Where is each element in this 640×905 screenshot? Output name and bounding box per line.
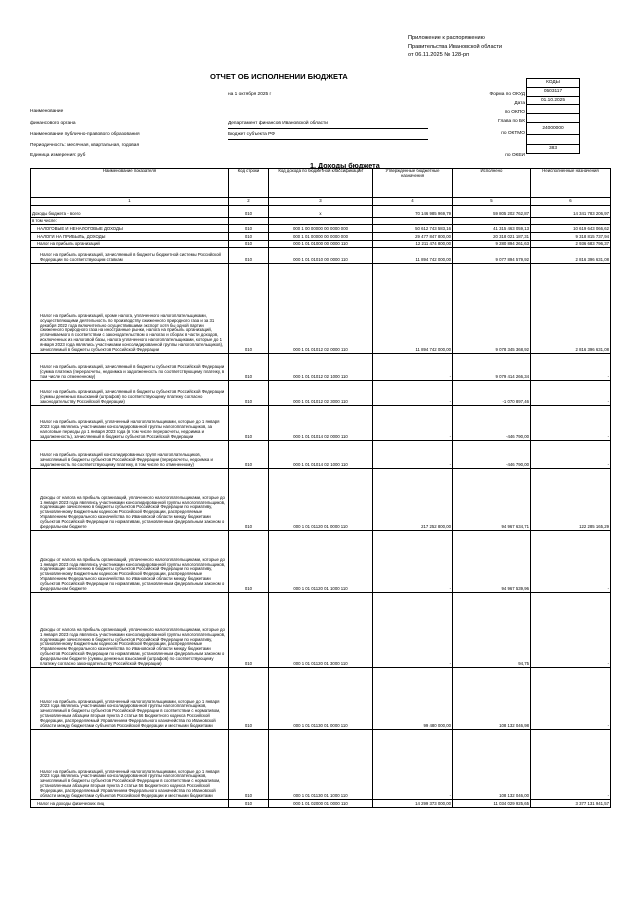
label-glava: Глава по БК	[498, 119, 525, 124]
table-row	[31, 441, 611, 469]
cell-approved: 50 612 743 583,16	[373, 225, 453, 233]
cell-code: 000 1 01 01120 01 0000 110	[269, 469, 373, 531]
cell-unexecuted: -	[531, 381, 611, 406]
cell-unexecuted: -	[531, 441, 611, 469]
cell-executed: 94,75	[453, 593, 531, 668]
cell-approved: -	[373, 406, 453, 441]
col-header-code: Код дохода по бюджетной классификации	[269, 169, 373, 198]
label-unit: Единица измерения: руб	[30, 153, 86, 158]
cell-approved: -	[373, 441, 453, 469]
label-okei: по ОКЕИ	[505, 153, 525, 158]
cell-code: 000 1 00 00000 00 0000 000	[269, 225, 373, 233]
cell-unexecuted: -	[531, 668, 611, 730]
table-row	[31, 233, 611, 241]
cell-approved: 29 477 847 800,00	[373, 233, 453, 241]
cell-name: Доходы от налога на прибыль организаций, уплаченного налогоплательщиками, которые до 1 января 2023 года являлись участниками консолидированной группы налогоплательщиков, подлежащие зачислению в бюджеты субъектов Российской Федерации по нормативу, установленному Бюджетным кодексом Российской Федерации, распределяемые Управлением Федерального казначейства по Ивановской области между бюджетами субъектов Российской Федерации по нормативам, установленным федеральным законом о федеральном бюджете (суммы денежных взысканий (штрафов) по соответствующему платежу согласно законодательству Российской Федерации)	[31, 593, 229, 668]
label-periodicity: Периодичность: месячная, квартальная, годовая	[30, 143, 140, 148]
code-blank	[527, 134, 580, 144]
cell-code: 000 1 01 01010 00 0000 110	[269, 248, 373, 264]
table-row	[31, 381, 611, 406]
income-table	[30, 168, 611, 808]
label-fin-organ: финансового органа	[30, 121, 76, 126]
cell-unexecuted: 9 318 815 737,94	[531, 233, 611, 241]
value-fin-organ: Департамент финансов Ивановской области	[228, 121, 328, 126]
cell-line: 010	[229, 406, 269, 441]
cell-unexecuted: 14 341 783 206,97	[531, 206, 611, 218]
cell-code	[269, 218, 373, 225]
label-date: Дата	[514, 101, 525, 106]
cell-code: 000 1 01 01014 02 0000 110	[269, 406, 373, 441]
cell-executed	[453, 218, 531, 225]
table-row	[31, 225, 611, 233]
cell-line: 010	[229, 531, 269, 593]
cell-approved: 99 480 000,00	[373, 668, 453, 730]
cell-executed: -1 070 897,46	[453, 381, 531, 406]
table-row	[31, 218, 611, 225]
code-glava	[527, 114, 580, 123]
table-row	[31, 593, 611, 668]
cell-unexecuted	[531, 218, 611, 225]
cell-executed: 94 967 539,96	[453, 531, 531, 593]
cell-code: 000 1 01 01000 00 0000 110	[269, 241, 373, 248]
cell-approved: -	[373, 730, 453, 800]
cell-name: Налог на прибыль организаций, зачисляемый в бюджеты субъектов Российской Федерации (суммы денежных взысканий (штрафов) по соответствующему платежу согласно законодательству Российской Федерации)	[31, 381, 229, 406]
cell-code: 000 1 01 01014 02 1000 110	[269, 441, 373, 469]
label-naim: Наименование	[30, 109, 64, 114]
col-header-executed: Исполнено	[453, 169, 531, 198]
label-okpo: по ОКПО	[504, 110, 525, 115]
label-okud: Форма по ОКУД	[489, 92, 525, 97]
table-row	[31, 668, 611, 730]
cell-unexecuted: 2 816 396 631,08	[531, 264, 611, 354]
cell-code: 000 1 01 01120 01 1000 110	[269, 531, 373, 593]
col-number: 2	[229, 198, 269, 206]
cell-code: 000 1 01 01012 02 1000 110	[269, 354, 373, 381]
cell-executed: 9 079 414 266,34	[453, 354, 531, 381]
section-title: 1. Доходы бюджета	[310, 161, 380, 170]
cell-line: 010	[229, 381, 269, 406]
report-date: на 1 октября 2025 г	[228, 92, 272, 97]
value-ppo: Бюджет субъекта РФ	[228, 132, 275, 137]
cell-executed: -446 790,00	[453, 406, 531, 441]
cell-executed: 108 132 046,00	[453, 730, 531, 800]
col-header-unexecuted: Неисполненные назначения	[531, 169, 611, 198]
cell-name: в том числе:	[31, 218, 229, 225]
cell-approved: -	[373, 354, 453, 381]
cell-line: 010	[229, 730, 269, 800]
cell-code: 000 1 01 01130 01 0000 110	[269, 668, 373, 730]
col-number: 6	[531, 198, 611, 206]
cell-unexecuted: -	[531, 406, 611, 441]
cell-line: 010	[229, 233, 269, 241]
cell-approved: 12 211 474 800,00	[373, 241, 453, 248]
cell-code: 000 1 01 01130 01 1000 110	[269, 730, 373, 800]
cell-executed: 9 280 894 261,63	[453, 241, 531, 248]
table-row	[31, 531, 611, 593]
table-row	[31, 206, 611, 218]
table-row	[31, 241, 611, 248]
cell-name: Налог на прибыль организаций	[31, 241, 229, 248]
appendix-line-1: Приложение к распоряжению	[408, 35, 485, 41]
cell-line: 010	[229, 800, 269, 808]
cell-approved: 11 894 742 000,00	[373, 248, 453, 264]
cell-name: Налог на прибыль организаций, зачисляемый в бюджеты субъектов Российской Федерации (сумма платежа (перерасчеты, недоимка и задолженность по соответствующему платежу, в том числе по отмененному)	[31, 354, 229, 381]
label-oktmo: по ОКТМО	[501, 131, 525, 136]
cell-approved: -	[373, 593, 453, 668]
cell-name: Налог на прибыль организаций, зачисляемый в бюджеты бюджетной системы Российской Федерации по соответствующим ставкам	[31, 248, 229, 264]
cell-unexecuted: -	[531, 354, 611, 381]
cell-unexecuted: -	[531, 531, 611, 593]
cell-line: 010	[229, 248, 269, 264]
table-row	[31, 730, 611, 800]
cell-line: 010	[229, 225, 269, 233]
cell-line: 010	[229, 593, 269, 668]
table-row	[31, 406, 611, 441]
cell-code: 000 1 01 01120 01 3000 110	[269, 593, 373, 668]
label-ppo: Наименование публично-правового образования	[30, 132, 140, 137]
cell-approved	[373, 218, 453, 225]
cell-line	[229, 218, 269, 225]
col-header-line: Код строки	[229, 169, 269, 198]
cell-unexecuted: 10 619 643 066,62	[531, 225, 611, 233]
cell-code: 000 1 01 01012 02 0000 110	[269, 264, 373, 354]
cell-executed: 59 805 202 762,87	[453, 206, 531, 218]
table-row	[31, 248, 611, 264]
cell-code: x	[269, 206, 373, 218]
codes-table	[526, 78, 580, 154]
appendix-block	[408, 34, 502, 60]
table-row	[31, 264, 611, 354]
cell-executed: 108 132 046,98	[453, 668, 531, 730]
code-okpo	[527, 105, 580, 114]
cell-unexecuted: -	[531, 593, 611, 668]
cell-name: Доходы от налога на прибыль организаций, уплаченного налогоплательщиками, которые до 1 января 2023 года являлись участниками консолидированной группы налогоплательщиков, подлежащие зачислению в бюджеты субъектов Российской Федерации по нормативу, установленному Бюджетным кодексом Российской Федерации, распределяемые Управлением Федерального казначейства по Ивановской области между бюджетами субъектов Российской Федерации по нормативам, установленным федеральным законом о федеральном бюджете	[31, 531, 229, 593]
cell-executed: 11 034 029 925,65	[453, 800, 531, 808]
appendix-line-2: Правительства Ивановской области	[408, 43, 503, 50]
cell-line: 010	[229, 469, 269, 531]
code-date: 01.10.2025	[527, 96, 580, 105]
col-header-name: Наименование показателя	[31, 169, 229, 198]
underline-fin-organ	[228, 128, 428, 129]
appendix-line-3: от 06.11.2025 № 128-рп	[408, 52, 470, 59]
cell-executed: 20 318 021 187,31	[453, 233, 531, 241]
cell-approved: 217 252 800,00	[373, 469, 453, 531]
cell-name: Налог на прибыль организаций, уплаченный налогоплательщиками, которые до 1 января 2023 года являлись участниками консолидированной группы налогоплательщиков, зачисляемый в бюджеты субъектов Российской Федерации в соответствии с нормативом, установленным абзацем вторым пункта 2 статьи 56 Бюджетного кодекса Российской Федерации, распределяемый Управлением Федерального казначейства по Ивановской области между бюджетами субъектов Российской Федерации и местными бюджетами	[31, 730, 229, 800]
cell-name: Налог на прибыль организаций, уплаченный налогоплательщиками, которые до 1 января 2023 года являлись участниками консолидированной группы налогоплательщиков, за налоговые периоды до 1 января 2023 года (в том числе перерасчеты, недоимка и задолженность), зачисляемый в бюджеты субъектов Российской Федерации	[31, 406, 229, 441]
cell-line: 010	[229, 441, 269, 469]
col-number: 3	[269, 198, 373, 206]
cell-code: 000 1 01 01012 02 3000 110	[269, 381, 373, 406]
cell-executed: 94 967 634,71	[453, 469, 531, 531]
cell-code: 000 1 01 02000 01 0000 110	[269, 800, 373, 808]
cell-line: 010	[229, 264, 269, 354]
cell-executed: -446 790,00	[453, 441, 531, 469]
code-okei: 383	[527, 144, 580, 153]
code-oktmo: 24000000	[527, 122, 580, 134]
cell-name: Налог на прибыль организаций консолидированных групп налогоплательщиков, зачисляемый в бюджеты субъектов Российской Федерации (перерасчеты, недоимка и задолженность по соответствующему платежу, в том числе по отмененному)	[31, 441, 229, 469]
cell-name: НАЛОГИ НА ПРИБЫЛЬ, ДОХОДЫ	[31, 233, 229, 241]
cell-approved: -	[373, 381, 453, 406]
table-row	[31, 469, 611, 531]
col-number: 1	[31, 198, 229, 206]
col-header-approved: Утвержденные бюджетные назначения	[373, 169, 453, 198]
cell-executed: 9 078 345 368,92	[453, 264, 531, 354]
cell-unexecuted: 3 377 131 941,57	[531, 800, 611, 808]
table-row	[31, 354, 611, 381]
cell-executed: 41 315 463 059,13	[453, 225, 531, 233]
cell-approved: -	[373, 531, 453, 593]
cell-name: Налог на прибыль организаций, уплаченный налогоплательщиками, которые до 1 января 2023 года являлись участниками консолидированной группы налогоплательщиков, зачисляемый в бюджеты субъектов Российской Федерации в соответствии с нормативом, установленным абзацем вторым пункта 2 статьи 56 Бюджетного кодекса Российской Федерации, распределяемый Управлением Федерального казначейства по Ивановской области между бюджетами субъектов Российской Федерации и местными бюджетами	[31, 668, 229, 730]
cell-unexecuted: -	[531, 730, 611, 800]
cell-code: 000 1 01 00000 00 0000 000	[269, 233, 373, 241]
cell-executed: 9 077 894 579,92	[453, 248, 531, 264]
cell-approved: 14 299 373 000,00	[373, 800, 453, 808]
cell-name: Доходы от налога на прибыль организаций, уплаченного налогоплательщиками, которые до 1 января 2023 года являлись участниками консолидированной группы налогоплательщиков, подлежащие зачислению в бюджеты субъектов Российской Федерации по нормативу, установленному Бюджетным кодексом Российской Федерации, распределяемые Управлением Федерального казначейства по Ивановской области между бюджетами субъектов Российской Федерации по нормативам, установленным федеральным законом о федеральном бюджете	[31, 469, 229, 531]
underline-ppo	[228, 139, 428, 140]
cell-unexecuted: 2 936 683 796,37	[531, 241, 611, 248]
cell-approved: 70 146 985 969,79	[373, 206, 453, 218]
table-header-row	[31, 169, 611, 198]
table-row	[31, 800, 611, 808]
cell-unexecuted: 2 816 396 631,08	[531, 248, 611, 264]
report-title: ОТЧЕТ ОБ ИСПОЛНЕНИИ БЮДЖЕТА	[210, 72, 348, 81]
cell-line: 010	[229, 668, 269, 730]
cell-name: НАЛОГОВЫЕ И НЕНАЛОГОВЫЕ ДОХОДЫ	[31, 225, 229, 233]
cell-approved: 11 894 742 000,00	[373, 264, 453, 354]
col-number: 5	[453, 198, 531, 206]
col-number: 4	[373, 198, 453, 206]
cell-name: Доходы бюджета - всего	[31, 206, 229, 218]
cell-line: 010	[229, 241, 269, 248]
codes-header: КОДЫ	[527, 79, 580, 88]
cell-unexecuted: 122 285 165,29	[531, 469, 611, 531]
cell-name: Налог на прибыль организаций, кроме налога, уплаченного налогоплательщиками, осуществляющими деятельность по производству сжиженного природного газа и за 31 декабря 2022 года включительно осуществившими экспорт хотя бы одной партии сжиженного природного газа на иностранные рынки, налога на прибыль организаций, уплачиваемого в соответствии с законодательством о налогах и сборах в части доходов, исключенных из налоговой базы, налога уплаченного налогоплательщиками, которые до 1 января 2023 года являлись участниками консолидированной группы налогоплательщиков), зачисляемый в бюджеты субъектов Российской Федерации	[31, 264, 229, 354]
cell-line: 010	[229, 206, 269, 218]
cell-name: Налог на доходы физических лиц	[31, 800, 229, 808]
column-number-row	[31, 198, 611, 206]
cell-line: 010	[229, 354, 269, 381]
code-okud: 0503117	[527, 87, 580, 96]
